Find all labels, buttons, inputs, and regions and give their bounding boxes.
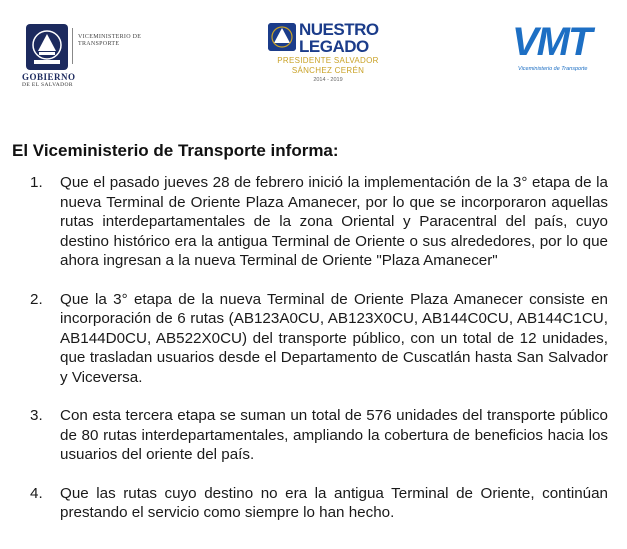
nuestro-legado-logo — [266, 20, 388, 86]
list-item — [30, 173, 608, 271]
logo-divider — [72, 28, 73, 64]
list-item-text: Que las rutas cuyo destino no era la antigua Terminal de Oriente, continúan prestando el servicio como siempre lo han hecho. — [60, 484, 608, 521]
list-item-text: Que el pasado jueves 28 de febrero inició la implementación de la 3° etapa de la nueva Terminal de Oriente Plaza Amanecer, por lo que se incorporaron aquellas rutas interdepartamentales de la zona Oriental y Paracentral del país, cuyo destino histórico era la antigua Terminal de Oriente o sus alrededores, por lo que ahora ingresan a la nueva Terminal de Oriente "Plaza Amanecer" — [60, 174, 608, 269]
gobierno-title: GOBIERNO — [22, 72, 76, 82]
legado-line1: NUESTRO — [299, 20, 379, 39]
legado-line2: LEGADO — [299, 37, 369, 56]
vmt-subtitle: Viceministerio de Transporte — [518, 66, 588, 72]
legado-line3: PRESIDENTE SALVADOR — [277, 56, 379, 65]
list-item — [30, 406, 608, 465]
legado-line4: SÁNCHEZ CERÉN — [291, 66, 365, 75]
vmt-logo — [510, 20, 602, 76]
list-item — [30, 484, 608, 523]
announcement-list — [30, 173, 608, 523]
list-item-number: 2. — [30, 290, 43, 308]
list-item-number: 3. — [30, 407, 43, 424]
list-item-text: Con esta tercera etapa se suman un total de 576 unidades del transporte público de 80 rutas interdepartamentales, ampliando la cobertura de beneficios hacia los usuarios del oriente del país. — [60, 407, 608, 463]
legado-years: 2014 - 2019 — [313, 77, 343, 83]
list-item-number: 1. — [30, 174, 43, 191]
gobierno-subtitle: VICEMINISTERIO DE TRANSPORTE — [78, 34, 142, 47]
page-title: El Viceministerio de Transporte informa: — [12, 141, 339, 160]
list-item-number: 4. — [30, 484, 43, 502]
vmt-mark: VMT — [512, 20, 591, 64]
list-item-text: Que la 3° etapa de la nueva Terminal de Oriente Plaza Amanecer consiste en incorporación de 6 rutas (AB123A0CU, AB123X0CU, AB144C0CU, AB144C1CU, AB144D0CU, AB522X0CU) del transporte público, con un total de 12 unidades, que trasladan usuarios desde el Departamento de Cuscatlán hasta San Salvador y Viceversa. — [60, 290, 608, 386]
coat-of-arms-icon — [26, 24, 68, 70]
list-item — [30, 290, 608, 388]
gobierno-country: DE EL SALVADOR — [22, 82, 73, 88]
legado-shield-icon — [268, 23, 296, 51]
gobierno-logo — [22, 22, 144, 88]
